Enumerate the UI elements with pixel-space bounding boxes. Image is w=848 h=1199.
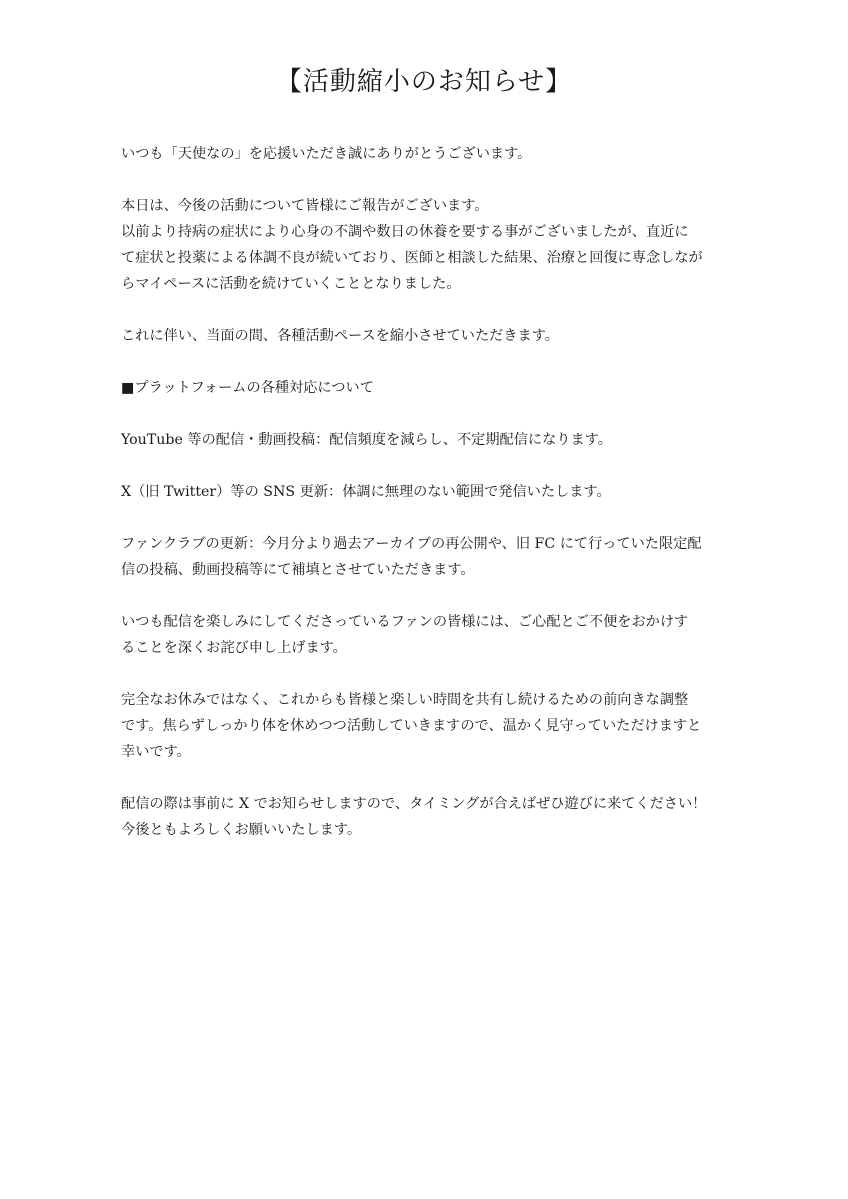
announcement-line: らマイペースに活動を続けていくこととなりました。: [121, 276, 461, 292]
outlook-line: 幸いです。: [121, 744, 191, 760]
outlook-line: です。焦らずしっかり体を休めつつ活動していきますので、温かく見守っていただけますと: [121, 718, 702, 734]
fanclub-policy-line: 信の投稿、動画投稿等にて補填とさせていただきます。: [121, 562, 475, 578]
paragraph-gap: [121, 583, 733, 609]
announcement-line: 以前より持病の症状により心身の不調や数日の休養を要する事がございましたが、直近に: [121, 224, 689, 240]
closing-line: 配信の際は事前に X でお知らせしますので、タイミングが合えばぜひ遊びに来てください！: [121, 796, 707, 812]
announcement-line: て症状と投薬による体調不良が続いており、医師と相談した結果、治療と回復に専念しなが: [121, 250, 703, 266]
apology-line: いつも配信を楽しみにしてくださっているファンの皆様には、ご心配とご不便をおかけす: [121, 614, 689, 630]
paragraph-gap: [121, 167, 733, 193]
document-title: 【活動縮小のお知らせ】: [275, 67, 573, 97]
reduction-notice-line: これに伴い、当面の間、各種活動ペースを縮小させていただきます。: [121, 328, 559, 344]
fanclub-policy-line: ファンクラブの更新：今月分より過去アーカイブの再公開や、旧 FC にて行っていた限定配: [121, 536, 702, 552]
document-body: [121, 141, 733, 843]
youtube-policy-line: YouTube 等の配信・動画投稿：配信頻度を減らし、不定期配信になります。: [121, 432, 612, 448]
paragraph-gap: [121, 661, 733, 687]
announcement-intro-line: 本日は、今後の活動について皆様にご報告がございます。: [121, 198, 489, 214]
closing-line: 今後ともよろしくお願いいたします。: [121, 822, 362, 838]
sns-policy-line: X（旧 Twitter）等の SNS 更新：体調に無理のない範囲で発信いたします。: [121, 484, 611, 500]
greeting-line: いつも「天使なの」を応援いただき誠にありがとうございます。: [121, 146, 532, 162]
section-heading: ■プラットフォームの各種対応について: [121, 380, 374, 396]
paragraph-gap: [121, 453, 733, 479]
paragraph-gap: [121, 401, 733, 427]
paragraph-gap: [121, 349, 733, 375]
apology-line: ることを深くお詫び申し上げます。: [121, 640, 347, 656]
paragraph-gap: [121, 765, 733, 791]
paragraph-gap: [121, 505, 733, 531]
paragraph-gap: [121, 297, 733, 323]
outlook-line: 完全なお休みではなく、これからも皆様と楽しい時間を共有し続けるための前向きな調整: [121, 692, 689, 708]
